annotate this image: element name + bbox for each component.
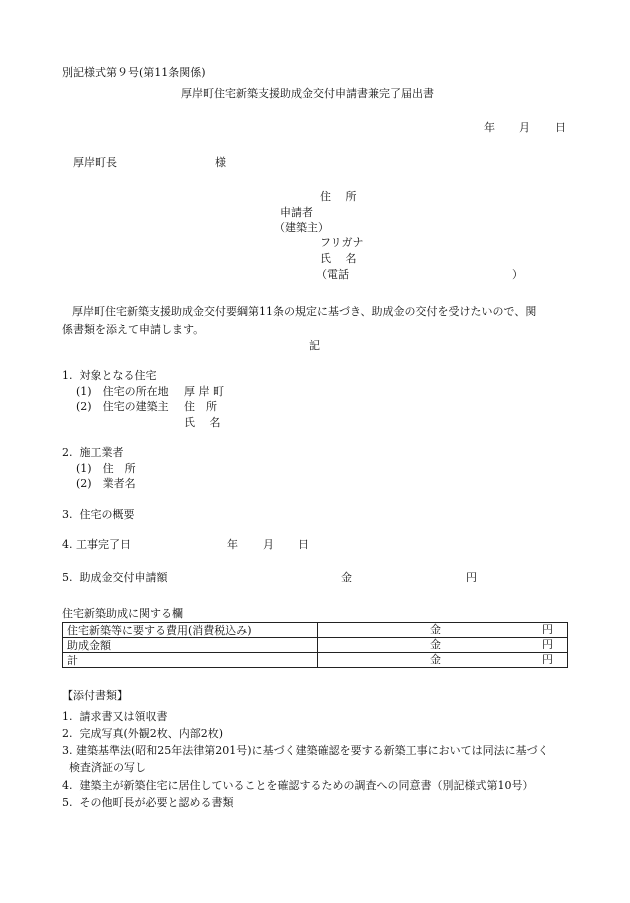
addressee-name: 厚岸町長 (73, 156, 117, 169)
applicant-address-label: 住 所 (320, 190, 357, 203)
attachment-item: 1. 請求書又は領収書 (62, 710, 168, 723)
table-caption: 住宅新築助成に関する欄 (62, 607, 183, 620)
attachment-item: 3. 建築基準法(昭和25年法律第201号)に基づく建築確認を要する新築工事においては同法に基づく (62, 744, 549, 757)
attachment-item: 検査済証の写し (69, 761, 146, 774)
date-year: 年 (484, 121, 495, 134)
table-row-label: 助成金額 (63, 638, 318, 653)
body-line-1: 厚岸町住宅新築支援助成金交付要綱第11条の規定に基づき、助成金の交付を受けたいので、関 (72, 305, 537, 318)
section-1-title: 1. 対象となる住宅 (62, 369, 157, 382)
table-row-label: 計 (63, 653, 318, 668)
date-month: 月 (519, 121, 530, 134)
table-row-label: 住宅新築等に要する費用(消費税込み) (63, 623, 318, 638)
attachment-item: 5. その他町長が必要と認める書類 (62, 796, 234, 809)
section-5-kin: 金 (341, 571, 352, 584)
section-5-title: 5. 助成金交付申請額 (62, 571, 168, 584)
attachments-header: 【添付書類】 (62, 689, 128, 702)
table-row-amount (318, 653, 568, 668)
table-row (63, 623, 568, 638)
table-row-amount (318, 623, 568, 638)
section-4-year: 年 (227, 538, 238, 551)
section-1-item-1-value: 厚 岸 町 (184, 385, 224, 398)
ki-marker: 記 (309, 339, 320, 352)
table-row-kin: 金 (430, 623, 441, 636)
applicant-role-label: 申請者 (280, 206, 313, 219)
section-1-item-1-label: (1) 住宅の所在地 (76, 385, 169, 398)
section-4-day: 日 (298, 538, 309, 551)
subsidy-table (62, 622, 568, 668)
section-4-title: 4. 工事完了日 (62, 538, 131, 551)
applicant-role-sub-label: （建築主） (274, 221, 329, 234)
form-number: 別記様式第９号(第11条関係) (62, 66, 206, 79)
section-3-title: 3. 住宅の概要 (62, 508, 135, 521)
section-2-item-2: (2) 業者名 (76, 477, 136, 490)
section-1-item-2-address: 住 所 (184, 400, 217, 413)
section-1-item-2-label: (2) 住宅の建築主 (76, 400, 169, 413)
table-row-en: 円 (542, 638, 553, 651)
applicant-name-label: 氏 名 (320, 252, 357, 265)
section-4-month: 月 (263, 538, 274, 551)
section-2-item-1: (1) 住 所 (76, 462, 136, 475)
attachment-item: 4. 建築主が新築住宅に居住していることを確認するための調査への同意書（別記様式第10号） (62, 779, 534, 792)
body-line-2: 係書類を添えて申請します。 (62, 323, 205, 336)
attachment-item: 2. 完成写真(外観2枚、内部2枚) (62, 727, 224, 740)
document-title: 厚岸町住宅新築支援助成金交付申請書兼完了届出書 (181, 87, 434, 100)
table-row-kin: 金 (430, 653, 441, 666)
table-row-en: 円 (542, 623, 553, 636)
applicant-furigana-label: フリガナ (320, 236, 364, 249)
applicant-phone-close: ） (512, 268, 523, 281)
section-1-item-2-name: 氏 名 (184, 416, 221, 429)
table-row (63, 638, 568, 653)
section-2-title: 2. 施工業者 (62, 446, 124, 459)
table-row (63, 653, 568, 668)
table-row-kin: 金 (430, 638, 441, 651)
date-day: 日 (555, 121, 566, 134)
table-row-en: 円 (542, 653, 553, 666)
table-row-amount (318, 638, 568, 653)
applicant-phone-open: （電話 (316, 268, 349, 281)
section-5-en: 円 (466, 571, 477, 584)
addressee-honorific: 様 (215, 156, 226, 169)
